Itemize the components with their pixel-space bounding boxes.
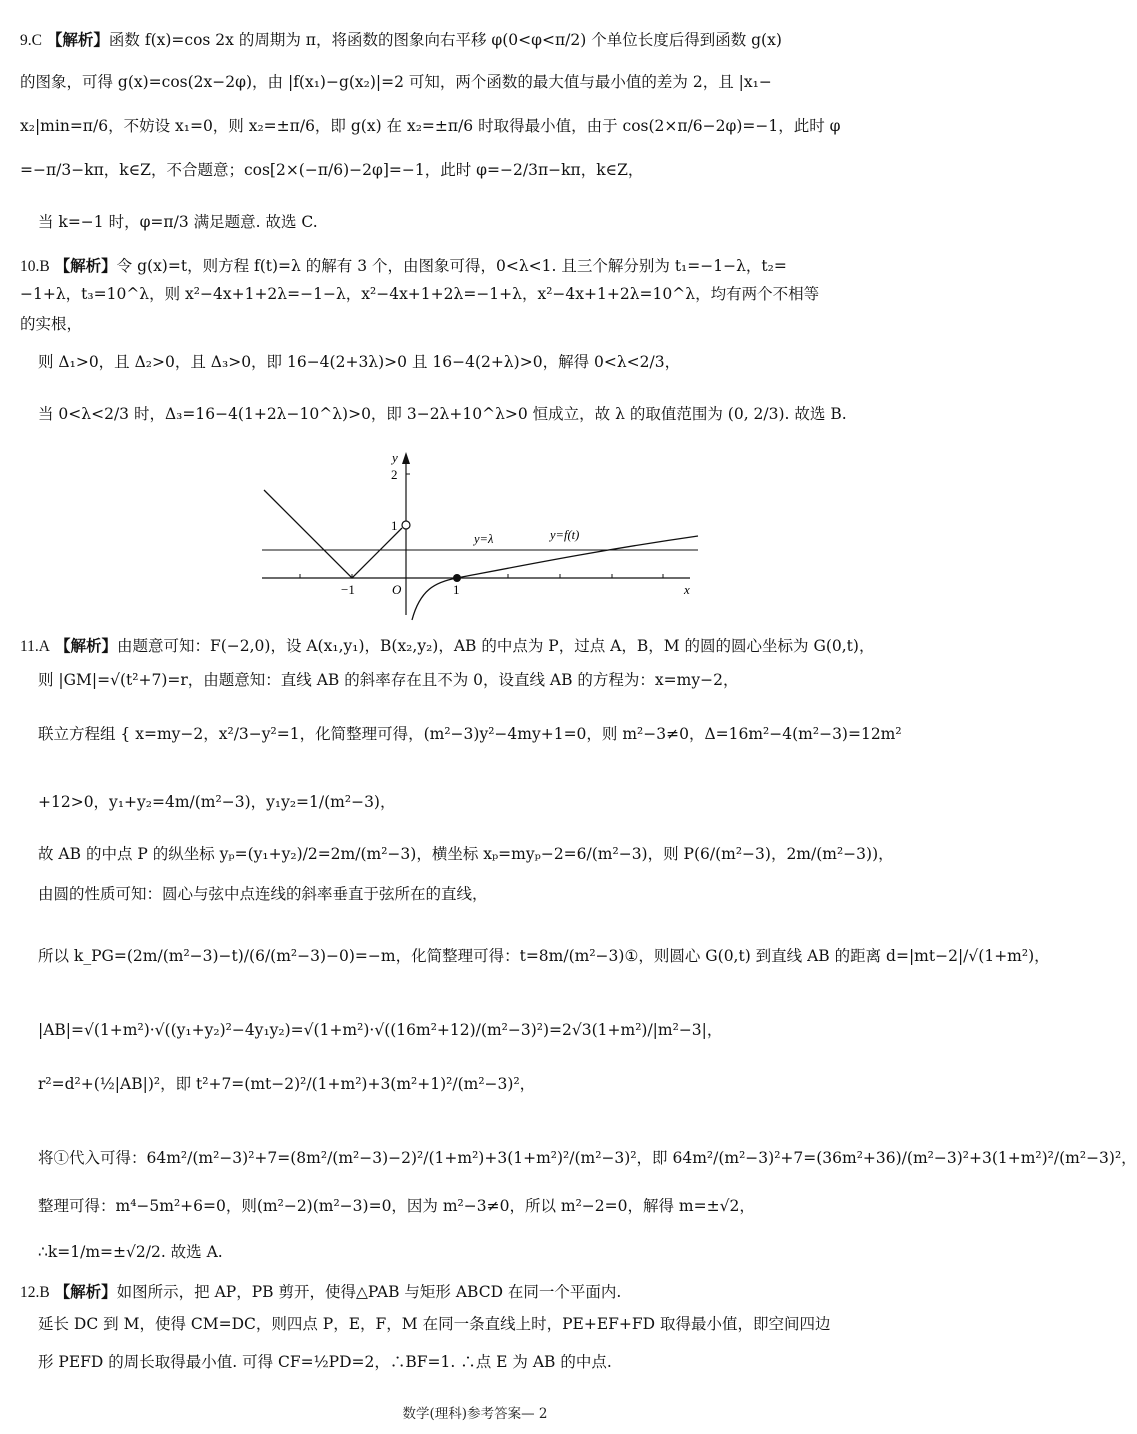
q12-text-1: 如图所示，把 AP，PB 剪开，使得△PAB 与矩形 ABCD 在同一个平面内. (116, 1283, 622, 1301)
q10-text-1: 令 g(x)=t，则方程 f(t)=λ 的解有 3 个，由图象可得，0<λ<1. 且三个解分别为 t₁=−1−λ，t₂= (116, 257, 787, 275)
q10-line-2: −1+λ，t₃=10^λ，则 x²−4x+1+2λ=−1−λ，x²−4x+1+2λ=−1+λ，x²−4x+1+2λ=10^λ，均有两个不相等 (20, 285, 820, 303)
q11-line-2: 则 |GM|=√(t²+7)=r，由题意知：直线 AB 的斜率存在且不为 0，设直线 AB 的方程为：x=my−2， (38, 671, 739, 689)
q11-text-1: 由题意可知：F(−2,0)，设 A(x₁,y₁)，B(x₂,y₂)，AB 的中点为 P，过点 A，B，M 的圆的圆心坐标为 G(0,t)， (116, 637, 875, 655)
q9-line-1 (20, 28, 915, 50)
q9-text-1: 函数 f(x)=cos 2x 的周期为 π，将函数的图象向右平移 φ(0<φ<π/2) 个单位长度后得到函数 g(x) (108, 31, 782, 49)
q11-line-9: r²=d²+(½|AB|)²，即 t²+7=(mt−2)²/(1+m²)+3(m²+1)²/(m²−3)²， (38, 1075, 536, 1093)
q10-line-3: 的实根， (20, 315, 83, 333)
ft-left-branch (264, 490, 402, 578)
q12-number: 12.B (20, 1284, 50, 1301)
q10-line-1 (20, 254, 915, 276)
y-tick-2: 2 (391, 467, 398, 482)
x-tick-1: 1 (453, 582, 460, 597)
q11-line-4: +12>0，y₁+y₂=4m/(m²−3)，y₁y₂=1/(m²−3)， (38, 793, 396, 811)
q9-number: 9.C (20, 32, 42, 49)
q12-line-1 (20, 1280, 915, 1302)
q10-line-5: 当 0<λ<2/3 时，Δ₃=16−4(1+2λ−10^λ)>0，即 3−2λ+10^λ>0 恒成立，故 λ 的取值范围为 (0, 2/3). 故选 B. (38, 405, 847, 423)
q11-line-6: 由圆的性质可知：圆心与弦中点连线的斜率垂直于弦所在的直线， (38, 885, 488, 903)
origin-label: O (392, 582, 402, 597)
q9-tag: 【解析】 (46, 31, 109, 49)
page-footer: 数学(理科)参考答案— 2 (402, 1406, 548, 1422)
x-axis-label: x (684, 582, 690, 597)
q9-line-2: 的图象，可得 g(x)=cos(2x−2φ)，由 |f(x₁)−g(x₂)|=2 可知，两个函数的最大值与最小值的差为 2，且 |x₁− (20, 73, 772, 91)
q9-line-5: 当 k=−1 时，φ=π/3 满足题意. 故选 C. (38, 213, 318, 231)
q11-line-7: 所以 k_PG=(2m/(m²−3)−t)/(6/(m²−3)−0)=−m，化简整理可得：t=8m/(m²−3)①，则圆心 G(0,t) 到直线 AB 的距离 d=|mt−2|/√(1+m²)， (38, 947, 1050, 965)
q11-tag: 【解析】 (54, 637, 117, 655)
solid-point-1-0 (453, 574, 461, 582)
q11-line-3: 联立方程组 { x=my−2，x²/3−y²=1，化简整理可得，(m²−3)y²−4my+1=0，则 m²−3≠0，Δ=16m²−4(m²−3)=12m² (38, 725, 902, 743)
q10-number: 10.B (20, 258, 50, 275)
q12-line-2: 延长 DC 到 M，使得 CM=DC，则四点 P，E，F，M 在同一条直线上时，PE+EF+FD 取得最小值，即空间四边 (38, 1315, 831, 1333)
q9-line-4: =−π/3−kπ，k∈Z，不合题意；cos[2×(−π/6)−2φ]=−1，此时 φ=−2/3π−kπ，k∈Z， (20, 161, 644, 179)
y-axis-label: y (392, 450, 398, 465)
q11-line-8: |AB|=√(1+m²)·√((y₁+y₂)²−4y₁y₂)=√(1+m²)·√((16m²+12)/(m²−3)²)=2√3(1+m²)/|m²−3|， (38, 1021, 723, 1039)
y-tick-1: 1 (391, 518, 398, 533)
y-axis-arrow (402, 452, 410, 464)
q9-line-3: x₂|min=π/6，不妨设 x₁=0，则 x₂=±π/6，即 g(x) 在 x₂=±π/6 时取得最小值，由于 cos(2×π/6−2φ)=−1，此时 φ (20, 117, 841, 135)
q12-tag: 【解析】 (54, 1283, 117, 1301)
q11-line-1 (20, 634, 915, 656)
q11-number: 11.A (20, 638, 50, 655)
q10-graph (0, 450, 950, 620)
q11-line-12: ∴k=1/m=±√2/2. 故选 A. (38, 1243, 223, 1261)
label-ft: y=f(t) (550, 528, 580, 542)
label-lambda: y=λ (474, 532, 494, 546)
q11-line-5: 故 AB 的中点 P 的纵坐标 yₚ=(y₁+y₂)/2=2m/(m²−3)，横坐标 xₚ=myₚ−2=6/(m²−3)，则 P(6/(m²−3)，2m/(m²−3))， (38, 845, 894, 863)
q10-tag: 【解析】 (54, 257, 117, 275)
x-tick-neg1: −1 (341, 582, 355, 597)
q11-line-10: 将①代入可得：64m²/(m²−3)²+7=(8m²/(m²−3)−2)²/(1+m²)+3(1+m²)²/(m²−3)²，即 64m²/(m²−3)²+7=(36m²+36)/(m²−3)²+3(1+m²)²/(m²−3)²， (38, 1149, 1137, 1167)
q11-line-11: 整理可得：m⁴−5m²+6=0，则(m²−2)(m²−3)=0，因为 m²−3≠0，所以 m²−2=0，解得 m=±√2， (38, 1197, 755, 1215)
q10-line-4: 则 Δ₁>0，且 Δ₂>0，且 Δ₃>0，即 16−4(2+3λ)>0 且 16−4(2+λ)>0，解得 0<λ<2/3， (38, 353, 681, 371)
open-point-0-1 (402, 521, 410, 529)
q12-line-3: 形 PEFD 的周长取得最小值. 可得 CF=½PD=2，∴BF=1. ∴点 E 为 AB 的中点. (38, 1353, 612, 1371)
